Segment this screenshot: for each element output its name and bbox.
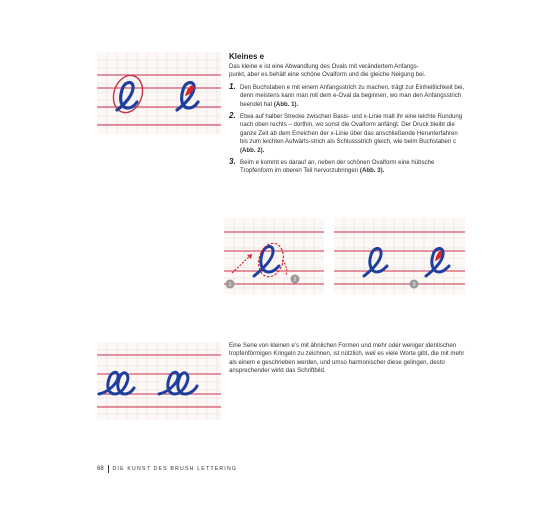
series-paragraph: Eine Serie von kleinen e’s mit ähnlichen Formen und mehr oder weniger identischen tropfenförmigen Kringeln zu zeichnen, ist nützlich, weil es viele Worte gibt, die mit mehr als einem e geschrieben werden, und umso harmonischer diese gelingen, desto ansprechender wirkt das Schriftbild. [229,342,465,375]
e-teardrop-illustration [334,218,465,294]
figure-badge-3 [410,280,419,289]
figure-badge-2 [291,275,300,284]
e-series-illustration [97,342,221,420]
book-title: DIE KUNST DES BRUSH LETTERING [112,466,238,472]
photo-figure-1-2 [224,218,324,294]
figure-reference: (Abb. 2). [240,146,265,154]
step-number: 2. [229,111,236,121]
instruction-text [229,52,465,180]
page-number: 68 [97,466,104,472]
intro-paragraph: Das kleine e ist eine Abwandlung des Ovals mit verändertem Anfangs- punkt, aber es behält eine schöne Ovalform und die gleiche Neigung bei. [229,63,426,79]
step-item [229,113,465,155]
section-heading: Kleines e [229,52,265,61]
step-text: Beim e kommt es darauf an, neben der schönen Ovalform eine hübsche Tropfenform im oberen Teil hervorzubringen [240,159,435,175]
svg-text:1: 1 [228,282,232,288]
step-text: Den Buchstaben e mit einem Anfangsstrich zu machen, trägt zur Einheitlichkeit bei, denn meistens kann man mit dem e-Oval da beginnen, wo man den Anfangsstrich beendet hat [240,83,465,108]
step-item [229,159,465,176]
svg-text:3: 3 [412,282,416,288]
step-item [229,81,465,109]
step-text: Etwa auf halber Strecke zwischen Basis- und x-Linie malt ihr eine leichte Rundung nach oben rechts – dorthin, wo sonst die Ovalform anfängt. Der Druck bleibt die ganze Zeit ab dem Erreichen der x-Linie über das anschließende Herunterfahren bis zum leichten Aufwärts-strich als Schlussstrich gleich, wie beim Buchstaben c [240,113,463,146]
footer-divider [108,465,109,473]
figure-badge-1 [226,280,235,289]
e-stroke-steps-illustration [224,218,324,294]
steps-list [229,81,465,176]
step-number: 3. [229,157,236,167]
figure-reference: (Abb. 3). [359,167,385,175]
figure-reference: (Abb. 1). [273,100,299,108]
photo-figure-3 [334,218,465,294]
svg-text:2: 2 [293,277,297,283]
step-number: 1. [229,81,236,91]
e-oval-illustration [97,52,221,134]
photo-e-oval-comparison [97,52,221,134]
photo-e-series [97,342,221,420]
page-footer [97,465,237,473]
